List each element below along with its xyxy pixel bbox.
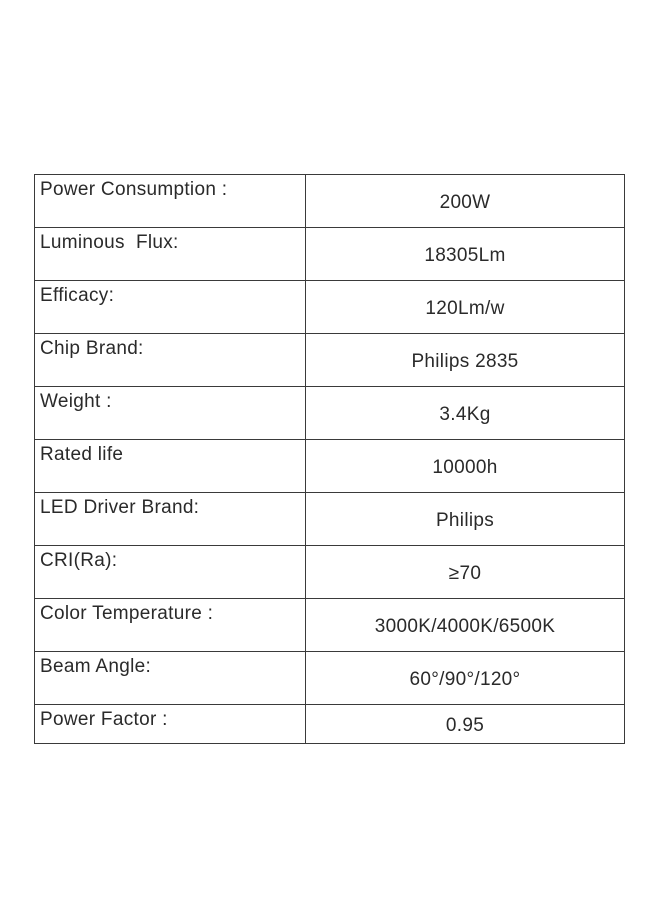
spec-value: 60°/90°/120° <box>306 652 625 705</box>
spec-table <box>34 174 625 744</box>
spec-value: 10000h <box>306 440 625 493</box>
spec-row-power-factor <box>35 705 625 744</box>
spec-label: CRI(Ra): <box>35 546 306 599</box>
spec-label: Weight : <box>35 387 306 440</box>
spec-value: 3000K/4000K/6500K <box>306 599 625 652</box>
spec-row-rated-life <box>35 440 625 493</box>
spec-value: ≥70 <box>306 546 625 599</box>
spec-label: Power Consumption : <box>35 175 306 228</box>
spec-label: LED Driver Brand: <box>35 493 306 546</box>
spec-label: Rated life <box>35 440 306 493</box>
spec-label: Color Temperature : <box>35 599 306 652</box>
spec-label: Efficacy: <box>35 281 306 334</box>
spec-value: 18305Lm <box>306 228 625 281</box>
spec-value: 3.4Kg <box>306 387 625 440</box>
spec-row-beam-angle <box>35 652 625 705</box>
spec-value: 0.95 <box>306 705 625 744</box>
spec-label: Luminous Flux: <box>35 228 306 281</box>
spec-value: Philips 2835 <box>306 334 625 387</box>
spec-row-led-driver-brand <box>35 493 625 546</box>
spec-row-weight <box>35 387 625 440</box>
spec-label: Chip Brand: <box>35 334 306 387</box>
spec-row-color-temperature <box>35 599 625 652</box>
spec-label: Power Factor : <box>35 705 306 744</box>
spec-row-chip-brand <box>35 334 625 387</box>
spec-value: 120Lm/w <box>306 281 625 334</box>
spec-value: 200W <box>306 175 625 228</box>
spec-row-cri <box>35 546 625 599</box>
spec-row-power-consumption <box>35 175 625 228</box>
spec-value: Philips <box>306 493 625 546</box>
spec-row-efficacy <box>35 281 625 334</box>
spec-row-luminous-flux <box>35 228 625 281</box>
spec-label: Beam Angle: <box>35 652 306 705</box>
